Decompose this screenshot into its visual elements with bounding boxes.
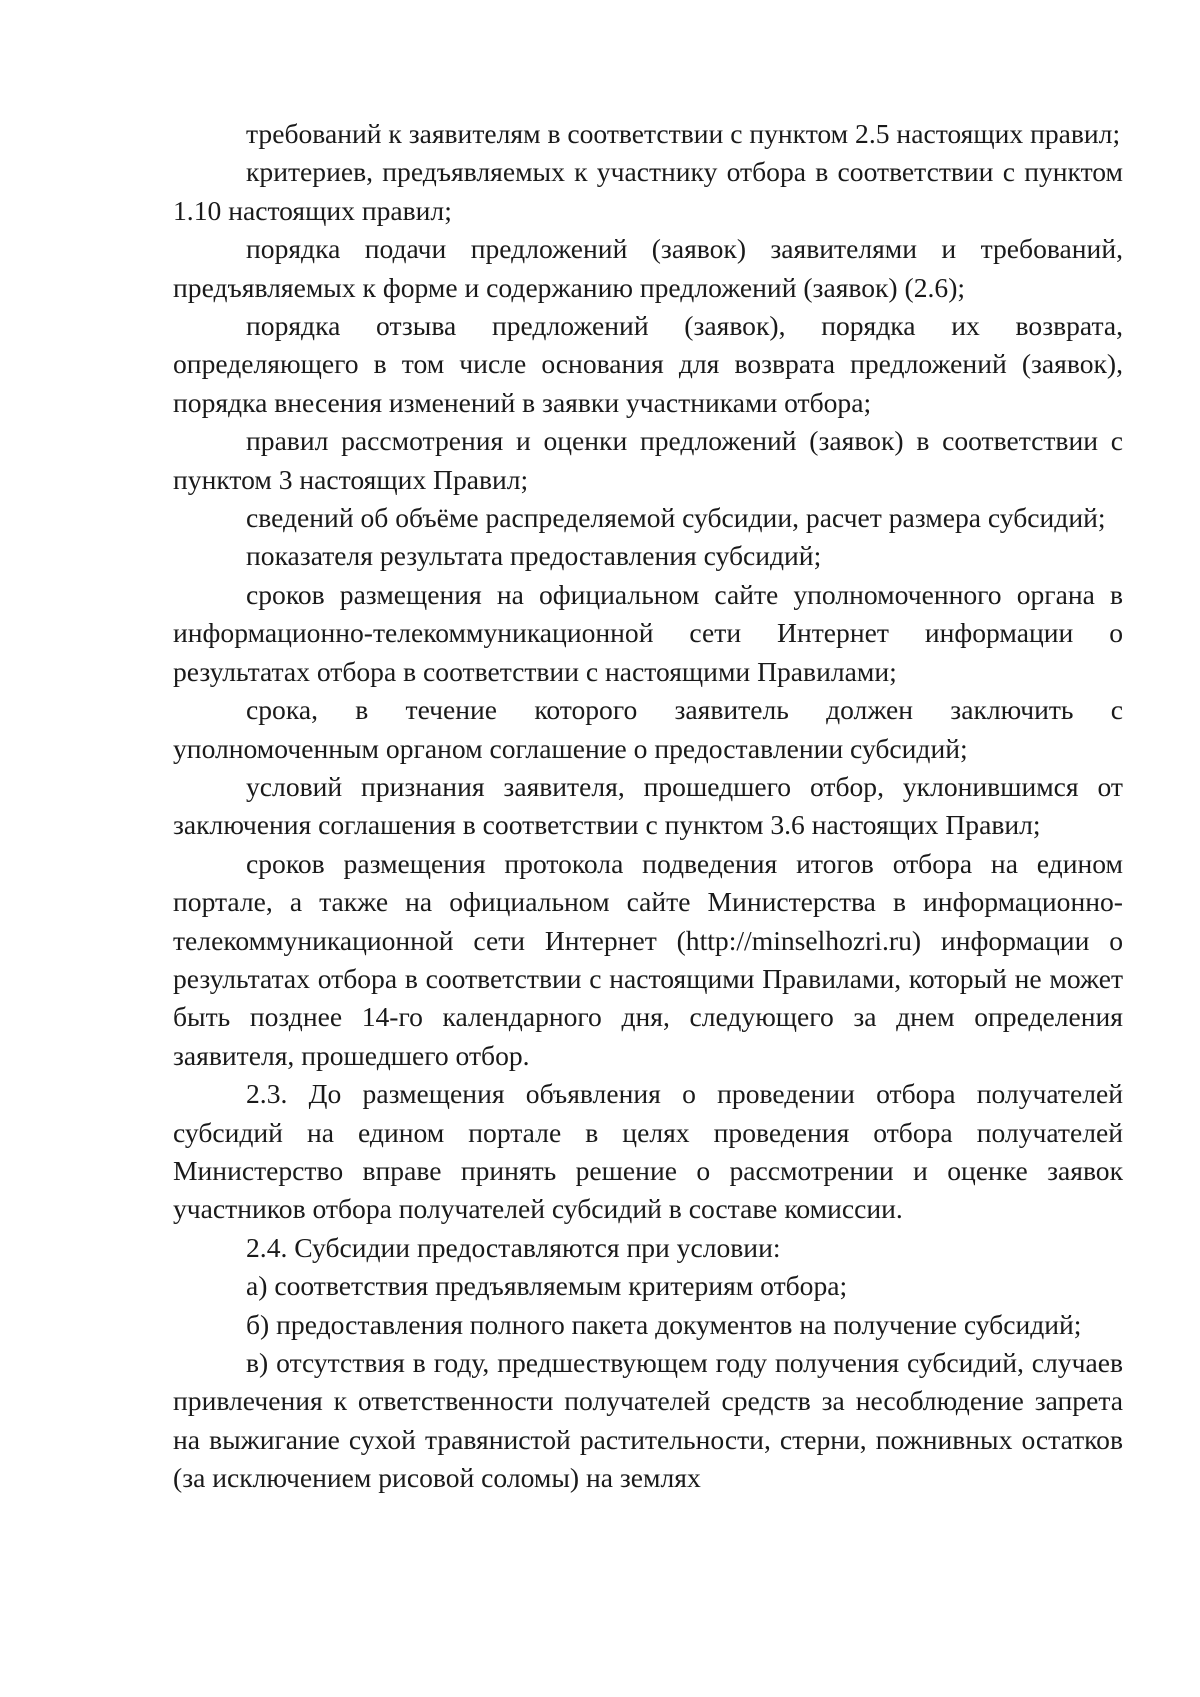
paragraph-subsidy-volume: сведений об объёме распределяемой субсидии, расчет размера субсидий; <box>246 502 1106 534</box>
paragraph-publication-deadlines: сроков размещения на официальном сайте уполномоченного органа в информационно-телекоммуникационной сети Интернет информации о результатах отбора в соответствии с настоящими Правилами; <box>173 578 1123 687</box>
paragraph-condition-a: а) соответствия предъявляемым критериям отбора; <box>246 1270 848 1302</box>
paragraph-evasion-conditions: условий признания заявителя, прошедшего отбор, уклонившимся от заключения соглашения в соответствии с пунктом 3.6 настоящих Правил; <box>173 770 1123 841</box>
paragraph-result-indicator: показателя результата предоставления субсидий; <box>246 540 822 572</box>
document-body <box>173 115 1123 1498</box>
paragraph-criteria: критериев, предъявляемых к участнику отбора в соответствии с пунктом 1.10 настоящих правил; <box>173 156 1123 226</box>
paragraph-section-2-4: 2.4. Субсидии предоставляются при условии: <box>246 1231 781 1263</box>
paragraph-withdrawal-order: порядка отзыва предложений (заявок), порядка их возврата, определяющего в том числе основания для возврата предложений (заявок), порядка внесения изменений в заявки участниками отбора; <box>173 310 1123 418</box>
paragraph-protocol-deadlines: сроков размещения протокола подведения итогов отбора на едином портале, а также на официальном сайте Министерства в информационно-телекоммуникационной сети Интернет (http://minselhozri.ru) информации о результатах отбора в соответствии с настоящими Правилами, который не может быть позднее 14-го календарного дня, следующего за днем определения заявителя, прошедшего отбор. <box>173 847 1123 1071</box>
paragraph-agreement-term: срока, в течение которого заявитель должен заключить с уполномоченным органом соглашение о предоставлении субсидий; <box>173 694 1123 764</box>
paragraph-condition-v: в) отсутствия в году, предшествующем году получения субсидий, случаев привлечения к ответственности получателей средств за несоблюдение запрета на выжигание сухой травянистой растительности, стерни, пожнивных остатков (за исключением рисовой соломы) на землях <box>173 1347 1123 1494</box>
paragraph-review-rules: правил рассмотрения и оценки предложений (заявок) в соответствии с пунктом 3 настоящих Правил; <box>173 425 1123 495</box>
paragraph-requirements-applicants: требований к заявителям в соответствии с пунктом 2.5 настоящих правил; <box>246 118 1121 149</box>
paragraph-section-2-3: 2.3. До размещения объявления о проведении отбора получателей субсидий на едином портале в целях проведения отбора получателей Министерство вправе принять решение о рассмотрении и оценке заявок участников отбора получателей субсидий в составе комиссии. <box>173 1078 1123 1225</box>
paragraph-submission-order: порядка подачи предложений (заявок) заявителями и требований, предъявляемых к форме и содержанию предложений (заявок) (2.6); <box>173 233 1123 303</box>
paragraph-condition-b: б) предоставления полного пакета документов на получение субсидий; <box>246 1308 1082 1340</box>
